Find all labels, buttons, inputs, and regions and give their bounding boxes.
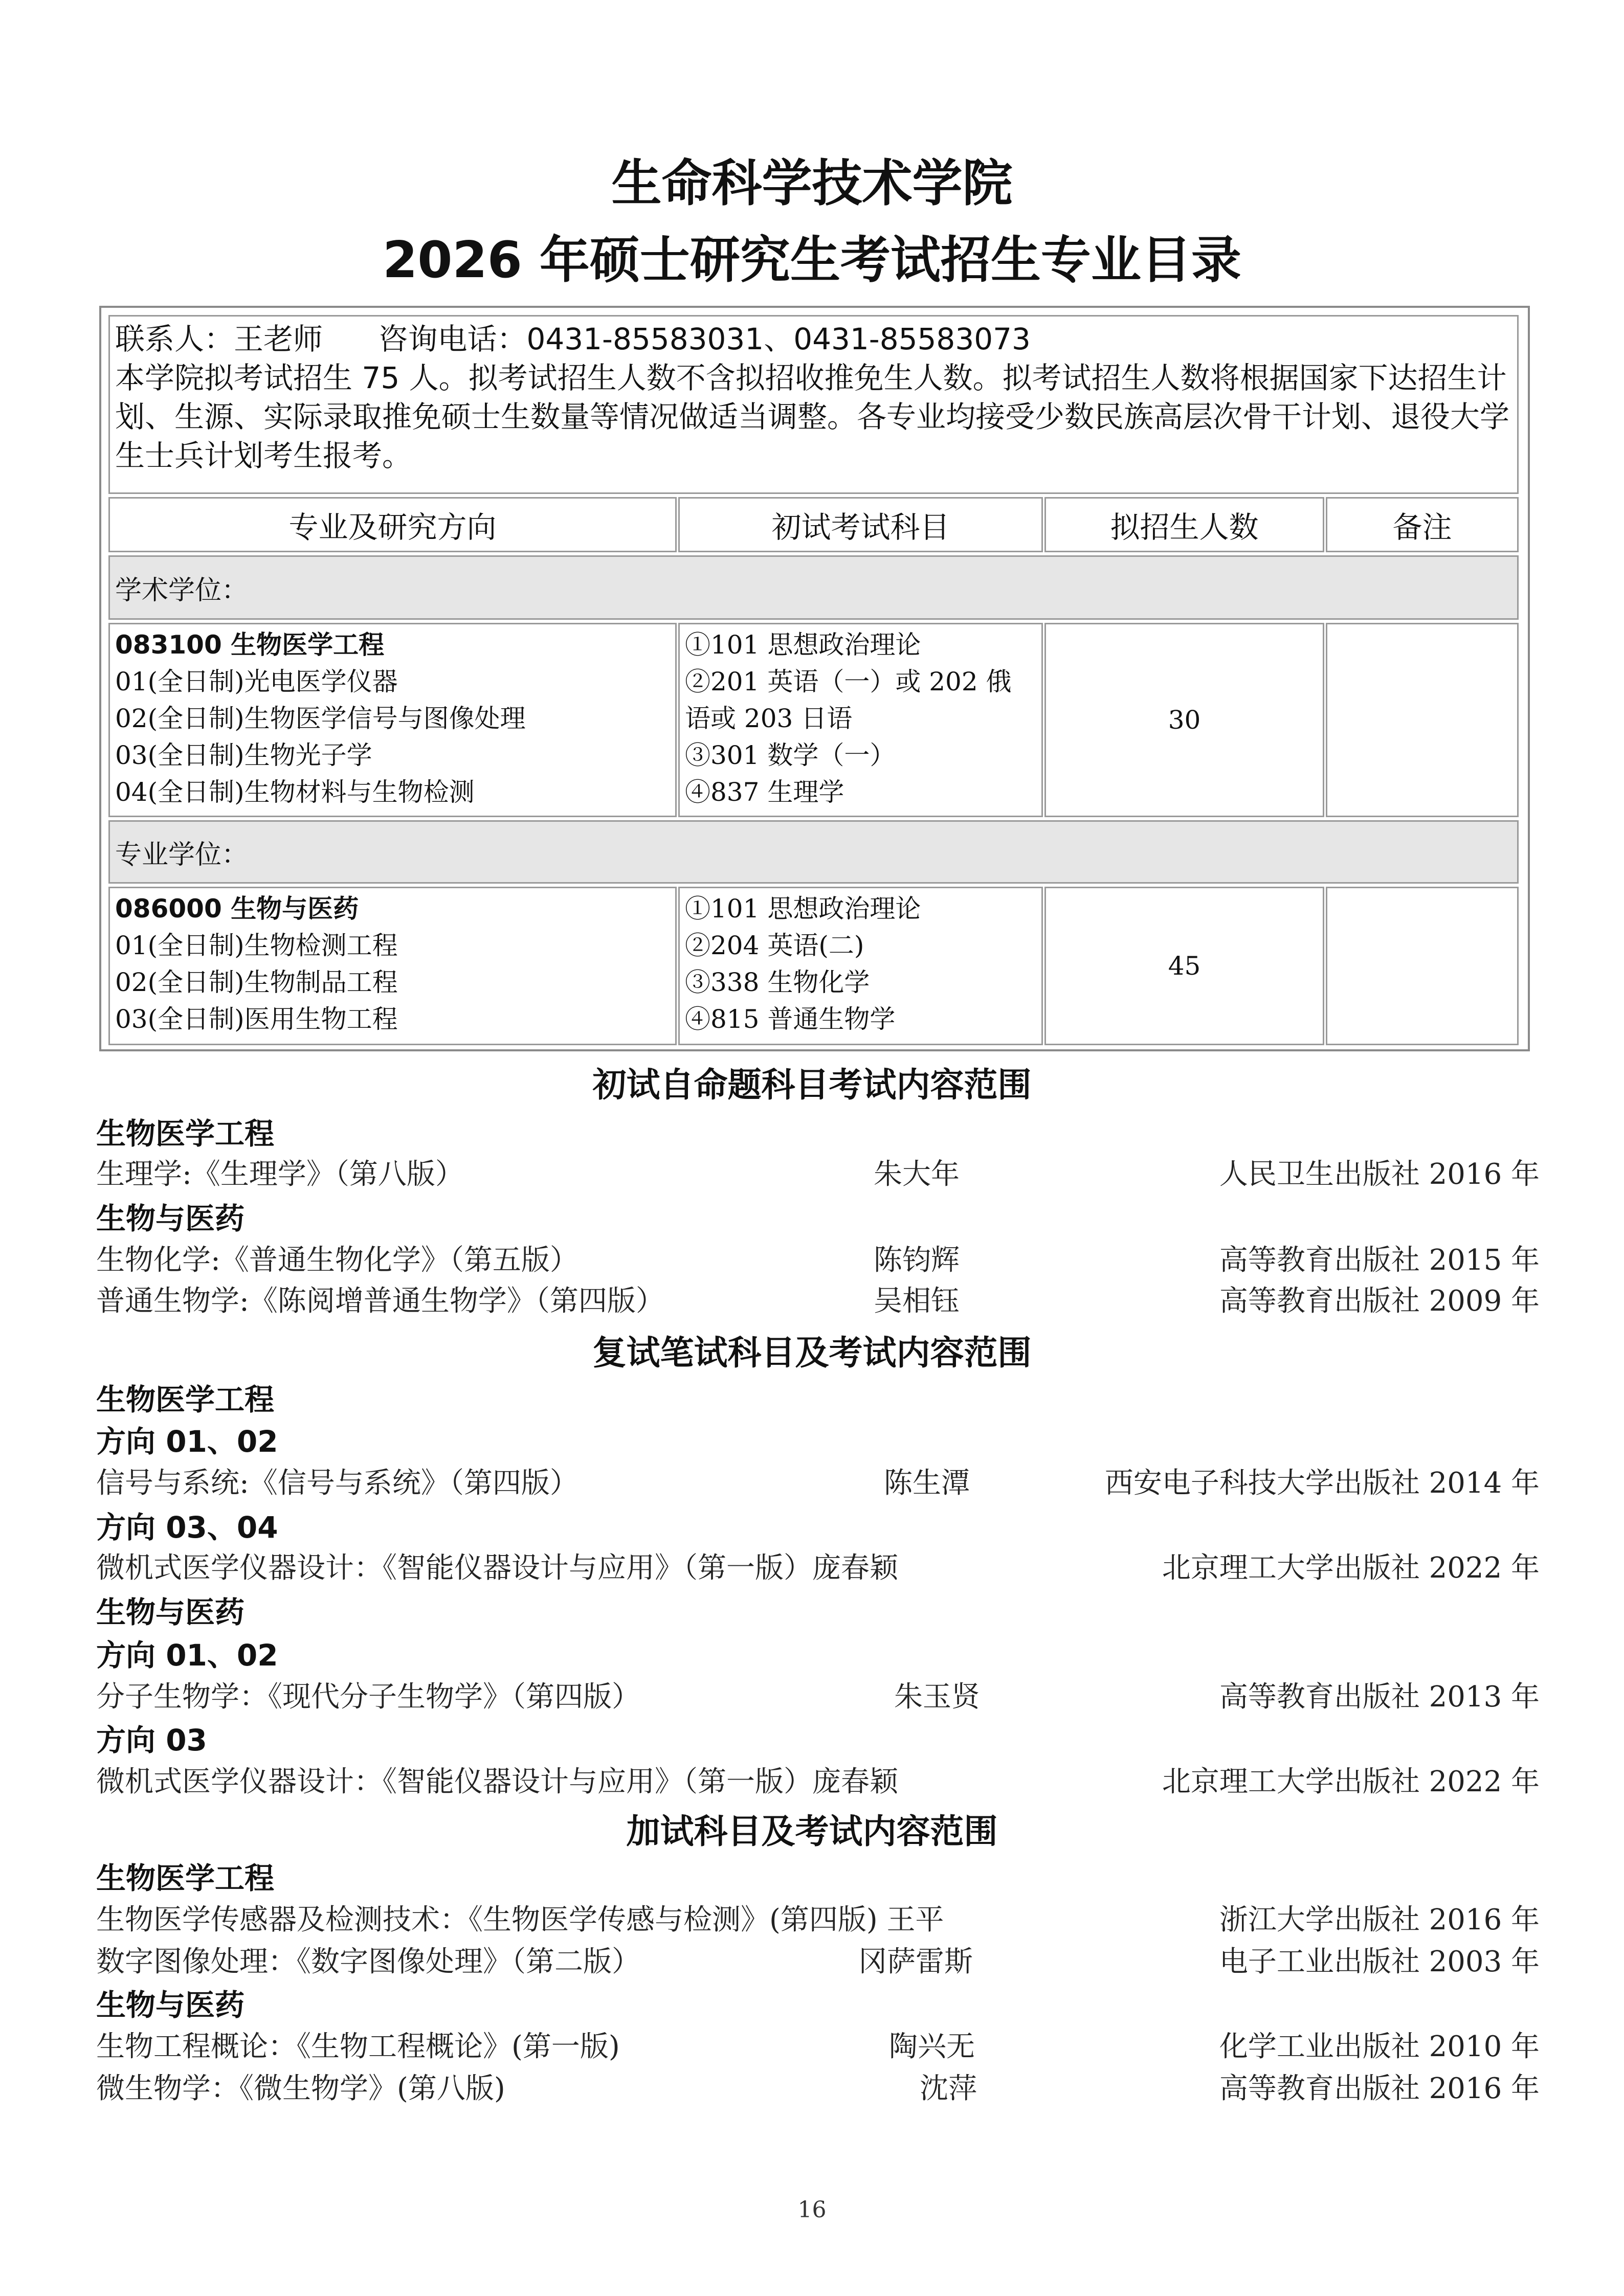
group-heading: 生物医学工程 — [96, 1861, 275, 1896]
ref-book: 生理学:《生理学》（第八版） — [96, 1158, 464, 1191]
ref-author: 朱玉贤 — [894, 1680, 980, 1714]
ref-book: 微机式医学仪器设计：《智能仪器设计与应用》（第一版）庞春颖 — [96, 1765, 898, 1798]
ref-book: 微生物学：《微生物学》(第八版) — [96, 2072, 505, 2105]
reference-row — [96, 1759, 1540, 1798]
contact-person: 联系人：王老师 — [115, 322, 323, 356]
group-heading: 生物医学工程 — [96, 1116, 275, 1151]
direction-heading: 方向 03、04 — [96, 1510, 278, 1545]
count-083100: 30 — [1044, 623, 1324, 817]
section-initial-exam-title: 初试自命题科目考试内容范围 — [592, 1065, 1032, 1105]
group-heading: 生物与医药 — [96, 1595, 245, 1630]
ref-author: 陈生潭 — [884, 1467, 970, 1500]
ref-publisher: 高等教育出版社 2016 年 — [1219, 2072, 1540, 2105]
ref-book: 生物化学:《普通生物化学》（第五版） — [96, 1244, 579, 1277]
group-heading: 生物与医药 — [96, 1988, 245, 2022]
direction: 03(全日制)生物光子学 — [115, 740, 372, 770]
ref-book: 数字图像处理：《数字图像处理》（第二版） — [96, 1945, 640, 1978]
reference-row — [96, 1460, 1540, 1499]
direction: 03(全日制)医用生物工程 — [115, 1004, 398, 1034]
group-heading: 生物医学工程 — [96, 1382, 275, 1417]
header-subjects: 初试考试科目 — [678, 497, 1043, 552]
ref-author: 吴相钰 — [874, 1285, 960, 1318]
program-086000 — [108, 887, 677, 1045]
ref-publisher: 北京理工大学出版社 2022 年 — [1162, 1551, 1540, 1585]
page-title-line2: 2026 年硕士研究生考试招生专业目录 — [383, 231, 1241, 289]
header-remark: 备注 — [1326, 497, 1519, 552]
subject: ④815 普通生物学 — [685, 1004, 896, 1034]
ref-author: 陶兴无 — [889, 2030, 975, 2063]
program-code: 083100 生物医学工程 — [115, 630, 385, 660]
direction: 01(全日制)光电医学仪器 — [115, 667, 398, 696]
reference-row — [96, 1939, 1540, 1978]
enrollment-note: 本学院拟考试招生 75 人。拟考试招生人数不含拟招收推免生人数。拟考试招生人数将根据国家下达招生计划、生源、实际录取推免硕士生数量等情况做适当调整。各专业均接受少数民族高层次骨干计划、退役大学生士兵计划考生报考。 — [115, 361, 1510, 473]
subject: 语或 203 日语 — [685, 704, 853, 733]
direction-heading: 方向 03 — [96, 1723, 207, 1758]
ref-publisher: 高等教育出版社 2013 年 — [1219, 1680, 1540, 1714]
reference-row — [96, 1897, 1540, 1936]
page-title-line1: 生命科学技术学院 — [611, 154, 1013, 213]
subject: ①101 思想政治理论 — [685, 630, 921, 660]
reference-row — [96, 1278, 1540, 1317]
count-086000: 45 — [1044, 887, 1324, 1045]
header-major: 专业及研究方向 — [108, 497, 677, 552]
direction: 01(全日制)生物检测工程 — [115, 931, 398, 960]
subjects-083100 — [678, 623, 1043, 817]
program-code: 086000 生物与医药 — [115, 894, 359, 924]
ref-publisher: 人民卫生出版社 2016 年 — [1219, 1158, 1540, 1191]
ref-author: 陈钧辉 — [874, 1244, 960, 1277]
ref-publisher: 西安电子科技大学出版社 2014 年 — [1104, 1467, 1540, 1500]
ref-publisher: 高等教育出版社 2009 年 — [1219, 1285, 1540, 1318]
subject: ①101 思想政治理论 — [685, 894, 921, 924]
page-number: 16 — [797, 2197, 827, 2223]
ref-author: 冈萨雷斯 — [858, 1945, 973, 1978]
reference-row — [96, 1152, 1540, 1190]
subject: ②204 英语(二) — [685, 931, 864, 960]
group-heading: 生物与医药 — [96, 1201, 245, 1236]
program-083100 — [108, 623, 677, 817]
contact-phone: 咨询电话：0431-85583031、0431-85583073 — [378, 322, 1031, 356]
ref-author: 沈萍 — [920, 2072, 977, 2105]
direction: 02(全日制)生物医学信号与图像处理 — [115, 704, 526, 733]
ref-book: 普通生物学:《陈阅增普通生物学》（第四版） — [96, 1285, 664, 1318]
ref-publisher: 化学工业出版社 2010 年 — [1219, 2030, 1540, 2063]
ref-book: 生物医学传感器及检测技术：《生物医学传感与检测》(第四版) 王平 — [96, 1903, 944, 1937]
reference-row — [96, 1545, 1540, 1584]
reference-row — [96, 1237, 1540, 1276]
reference-row — [96, 2066, 1540, 2105]
section-additional-title: 加试科目及考试内容范围 — [626, 1812, 998, 1851]
ref-book: 信号与系统:《信号与系统》（第四版） — [96, 1467, 579, 1500]
subject: ③301 数学（一） — [685, 740, 896, 770]
header-count: 拟招生人数 — [1044, 497, 1324, 552]
contact-info — [108, 315, 1519, 494]
ref-book: 微机式医学仪器设计：《智能仪器设计与应用》（第一版）庞春颖 — [96, 1551, 898, 1585]
academic-degree-label: 学术学位： — [108, 555, 1519, 620]
direction: 02(全日制)生物制品工程 — [115, 967, 398, 997]
ref-author: 朱大年 — [874, 1158, 960, 1191]
direction-heading: 方向 01、02 — [96, 1638, 278, 1673]
ref-publisher: 北京理工大学出版社 2022 年 — [1162, 1765, 1540, 1798]
subject: ④837 生理学 — [685, 777, 844, 807]
ref-publisher: 电子工业出版社 2003 年 — [1219, 1945, 1540, 1978]
ref-publisher: 浙江大学出版社 2016 年 — [1219, 1903, 1540, 1937]
subject: ③338 生物化学 — [685, 967, 870, 997]
ref-publisher: 高等教育出版社 2015 年 — [1219, 1244, 1540, 1277]
subjects-086000 — [678, 887, 1043, 1045]
catalog-table — [99, 306, 1530, 1051]
reference-row — [96, 1674, 1540, 1713]
section-retest-title: 复试笔试科目及考试内容范围 — [592, 1333, 1032, 1372]
reference-row — [96, 2024, 1540, 2063]
direction-heading: 方向 01、02 — [96, 1424, 278, 1459]
subject: ②201 英语（一）或 202 俄 — [685, 667, 1012, 696]
professional-degree-label: 专业学位： — [108, 820, 1519, 884]
remark-083100 — [1326, 623, 1519, 817]
ref-book: 生物工程概论：《生物工程概论》(第一版) — [96, 2030, 620, 2063]
remark-086000 — [1326, 887, 1519, 1045]
direction: 04(全日制)生物材料与生物检测 — [115, 777, 475, 807]
ref-book: 分子生物学：《现代分子生物学》（第四版） — [96, 1680, 640, 1714]
